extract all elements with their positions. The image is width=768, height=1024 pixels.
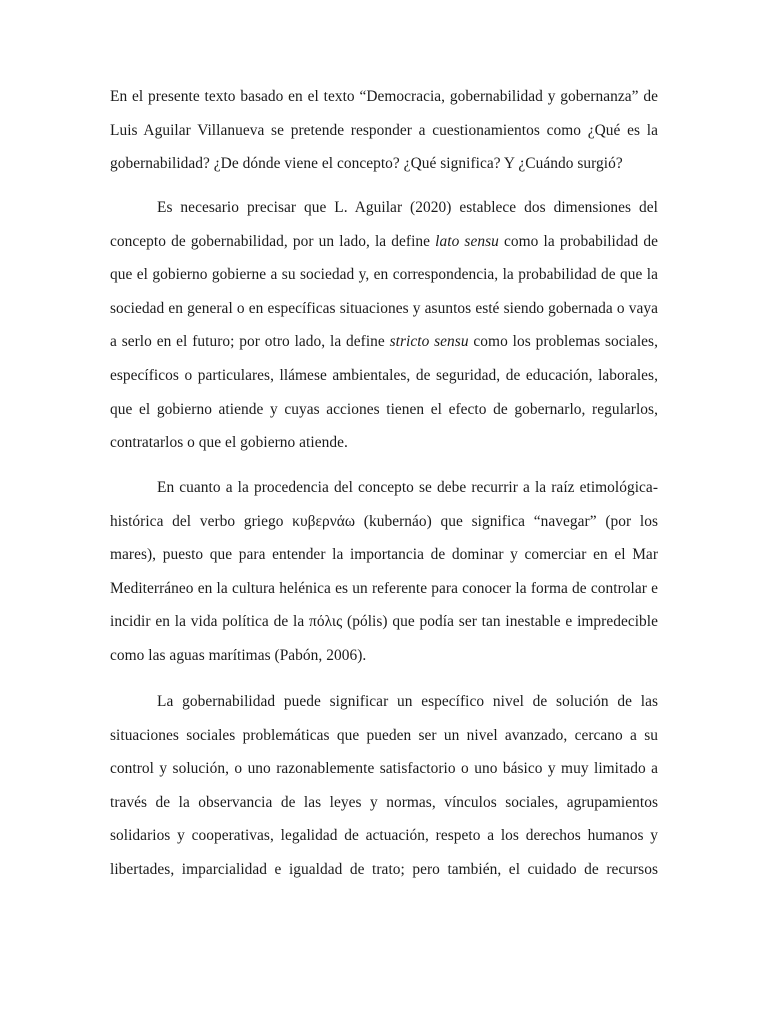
text-line: través de la observancia de las leyes y normas, vínculos sociales, agrupamientos [110,793,658,811]
text-line: a serlo en el futuro; por otro lado, la define stricto sensu como los problemas sociales, [110,333,658,351]
text-line: sociedad en general o en específicas situaciones y asuntos esté siendo gobernada o vaya [110,299,658,317]
paragraph-etymology [110,471,658,673]
text-line: Mediterráneo en la cultura helénica es un referente para conocer la forma de controlar e [110,579,658,597]
text-line: En cuanto a la procedencia del concepto se debe recurrir a la raíz etimológica- [157,479,658,496]
paragraph-governability-levels [110,685,658,887]
paragraph-dimensions [110,191,658,460]
text-line: La gobernabilidad puede significar un específico nivel de solución de las [157,693,658,710]
text-line: incidir en la vida política de la πόλις (pólis) que podía ser tan inestable e impredecible [110,613,658,631]
text-line: control y solución, o uno razonablemente satisfactorio o uno básico y muy limitado a [110,760,658,778]
text-line: Luis Aguilar Villanueva se pretende responder a cuestionamientos como ¿Qué es la [110,121,658,139]
text-line: mares), puesto que para entender la importancia de dominar y comerciar en el Mar [110,546,658,564]
text-line: que el gobierno atiende y cuyas acciones tienen el efecto de gobernarlo, regularlos, [110,400,658,418]
text-line: gobernabilidad? ¿De dónde viene el concepto? ¿Qué significa? Y ¿Cuándo surgió? [110,155,623,173]
text-line: que el gobierno gobierne a su sociedad y, en correspondencia, la probabilidad de que la [110,266,658,284]
text-line: contratarlos o que el gobierno atiende. [110,434,348,452]
text-line: histórica del verbo griego κυβερνάω (kubernáo) que significa “navegar” (por los [110,512,658,530]
text-line: específicos o particulares, llámese ambientales, de seguridad, de educación, laborales, [110,366,658,384]
text-line: En el presente texto basado en el texto “Democracia, gobernabilidad y gobernanza” de [110,88,658,105]
text-line: solidarios y cooperativas, legalidad de actuación, respeto a los derechos humanos y [110,827,658,845]
text-line: Es necesario precisar que L. Aguilar (2020) establece dos dimensiones del [157,199,658,216]
text-line: situaciones sociales problemáticas que pueden ser un nivel avanzado, cercano a su [110,726,658,744]
italic-term: stricto sensu [389,333,469,351]
text-line: concepto de gobernabilidad, por un lado, la define lato sensu como la probabilidad de [110,232,658,250]
italic-term: lato sensu [435,232,499,250]
paragraph-intro [110,80,658,181]
text-line: libertades, imparcialidad e igualdad de trato; pero también, el cuidado de recursos [110,860,658,878]
text-line: como las aguas marítimas (Pabón, 2006). [110,646,367,664]
